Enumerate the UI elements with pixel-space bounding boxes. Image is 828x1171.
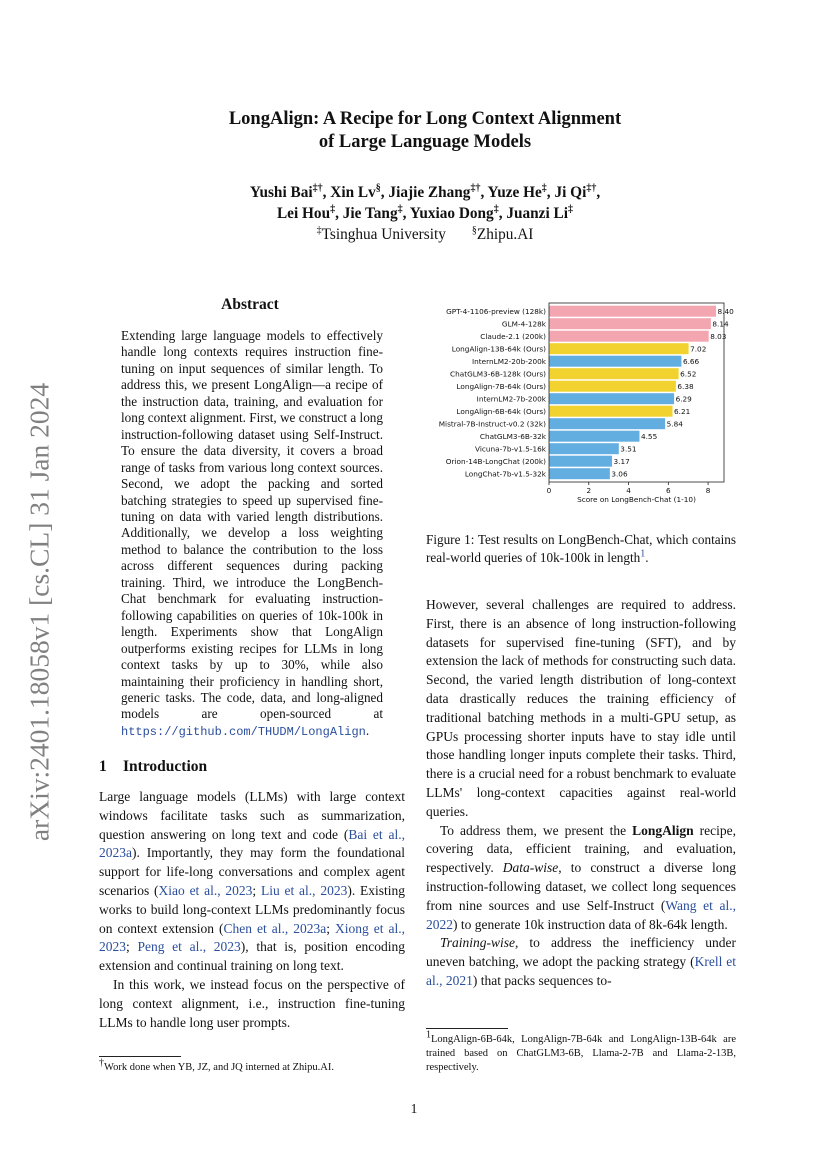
chart-bar — [549, 456, 612, 467]
category-label: LongAlign-7B-64k (Ours) — [456, 382, 546, 392]
author: Yushi Bai — [249, 184, 313, 201]
value-label: 6.21 — [673, 407, 691, 417]
figure-caption: Figure 1: Test results on LongBench-Chat, which contains real-world queries of 10k-100k in length$^1$. — [426, 532, 736, 565]
chart-bar — [549, 343, 689, 354]
value-label: 6.52 — [680, 369, 697, 379]
chart-bar — [549, 368, 679, 379]
intro-paragraph-1: Large language models (LLMs) with large context windows facilitate tasks such as summarization, question answering on long text and code (Bai et al., 2023a). Importantly, they may form the foundational support for life-long conversations and complex agent scenarios (Xiao et al., 2023; Liu et al., 2023). Existing works to build long-context LLMs predominantly focus on context extension (Chen et al., 2023a; Xiong et al., 2023; Peng et al., 2023), that is, position encoding extension and continual training on long text. — [99, 789, 405, 974]
author-block — [150, 182, 700, 245]
author: Yuze He — [487, 184, 542, 201]
value-label: 7.02 — [690, 344, 707, 354]
value-label: 8.14 — [712, 319, 729, 329]
category-label: GLM-4-128k — [501, 319, 546, 329]
category-label: InternLM2-7b-200k — [476, 394, 546, 404]
affiliations: ‡Tsinghua University §Zhipu.AI — [316, 224, 534, 243]
category-label: InternLM2-20b-200k — [472, 357, 546, 367]
chart-bar — [549, 431, 639, 442]
affiliation-zhipu: Zhipu.AI — [476, 226, 534, 243]
category-label: LongChat-7b-v1.5-32k — [464, 469, 546, 479]
value-label: 6.66 — [682, 357, 700, 367]
citation-link[interactable]: Krell et al., 2021 — [426, 954, 736, 988]
category-label: Claude-2.1 (200k) — [480, 332, 546, 342]
abstract-heading: Abstract — [221, 296, 279, 313]
citation-link[interactable]: Peng et al., 2023 — [137, 939, 241, 955]
category-label: LongAlign-13B-64k (Ours) — [451, 344, 546, 354]
right-paragraph-1: However, several challenges are required to address. First, there is an absence of long instruction-following datasets for supervised fine-tuning (SFT), and by extension the lack of methods for constructing such data. Second, the varied length distribution of long-context data drastically reduces the training efficiency of traditional batching methods in a multi-GPU setup, as GPUs processing shorter inputs have to stay idle until those handling longer inputs complete their tasks. Third, there is a crucial need for a robust benchmark to evaluate LLMs' long-context capacities against real-world queries. — [426, 597, 736, 819]
citation-link[interactable]: Liu et al., 2023 — [260, 882, 348, 898]
author: Yuxiao Dong — [409, 205, 494, 222]
author-line-2: Lei Hou‡, Jie Tang‡, Yuxiao Dong‡, Juanzi Li‡ — [276, 203, 574, 222]
abstract-text: Extending large language models to effectively handle long contexts requires instruction fine-tuning on input sequences of similar length. To address this, we present LongAlign—a recipe of the instruction data, training, and evaluation for long context alignment. First, we construct a long instruction-following dataset using Self-Instruct. To ensure the data diversity, it covers a broad range of tasks from various long context sources. Second, we adopt the packing and sorted batching strategies to speed up supervised fine-tuning on data with varied length distributions. Additionally, we develop a loss weighting method to balance the contribution to the loss across different sequences during packing training. Third, we introduce the LongBench-Chat benchmark for evaluating instruction-following capabilities on queries of 10k-100k in length. Experiments show that LongAlign outperforms existing recipes for LLMs in long context tasks by up to 30%, while also maintaining their proficiency in handling short, generic tasks. The code, data, and long-aligned models are open-sourced at https://github.com/THUDM/LongAlign. — [121, 328, 383, 739]
citation-link[interactable]: Xiao et al., 2023 — [158, 882, 253, 898]
x-tick-label: 8 — [705, 486, 711, 495]
value-label: 4.55 — [640, 432, 658, 442]
category-label: GPT-4-1106-preview (128k) — [446, 307, 546, 317]
github-link[interactable]: https://github.com/THUDM/LongAlign — [121, 724, 366, 739]
plot-frame — [549, 303, 724, 482]
category-label: Vicuna-7b-v1.5-16k — [474, 444, 546, 454]
intro-paragraph-2: In this work, we instead focus on the perspective of long context alignment, i.e., instruction fine-tuning LLMs to handle long user prompts. — [99, 976, 405, 1030]
paper-title — [150, 108, 700, 154]
value-label: 6.38 — [677, 382, 694, 392]
left-column-body — [99, 788, 405, 1032]
citation-link[interactable]: Bai et al., 2023a — [99, 826, 405, 861]
author: Ji Qi — [554, 184, 587, 201]
right-paragraph-2: To address them, we present the LongAlign recipe, covering data, efficient training, and evaluation, respectively. Data-wise, to construct a diverse long instruction-following dataset, we collect long sequences from nine sources and use Self-Instruct (Wang et al., 2022) to generate 10k instruction data of 8k-64k length. — [426, 822, 737, 932]
bar-chart-longbench-chat — [426, 296, 736, 528]
x-tick-label: 4 — [626, 486, 631, 495]
category-label: Orion-14B-LongChat (200k) — [445, 457, 546, 467]
value-label: 8.40 — [717, 307, 734, 317]
value-label: 3.06 — [611, 469, 628, 479]
footnote-left: †Work done when YB, JZ, and JQ interned at Zhipu.AI. — [99, 1057, 335, 1073]
author: Lei Hou — [276, 205, 331, 222]
chart-bar — [549, 393, 674, 404]
citation-link[interactable]: Xiong et al., 2023 — [99, 920, 405, 955]
footnote-rule-left — [99, 1056, 181, 1057]
chart-bar — [549, 381, 676, 392]
author: Juanzi Li — [506, 205, 569, 222]
chart-bar — [549, 306, 716, 317]
footnote-right: $^1$LongAlign-6B-64k, LongAlign-7B-64k and LongAlign-13B-64k are trained based on ChatGLM3-6B, Llama-2-7B and Llama-2-13B, respectively. — [426, 1029, 736, 1073]
title-line-1: LongAlign: A Recipe for Long Context Alignment — [228, 109, 622, 129]
title-line-2: of Large Language Models — [318, 132, 532, 152]
value-label: 6.29 — [675, 394, 692, 404]
value-label: 5.84 — [666, 419, 683, 429]
chart-bar — [549, 356, 681, 367]
category-label: Mistral-7B-Instruct-v0.2 (32k) — [438, 419, 546, 429]
affiliation-tsinghua: Tsinghua University — [321, 226, 446, 243]
chart-bar — [549, 468, 610, 479]
x-tick-label: 2 — [586, 486, 592, 495]
chart-bar — [549, 406, 672, 417]
author: Jiajie Zhang — [388, 184, 471, 201]
section-heading-introduction: 1 Introduction — [99, 758, 208, 775]
category-label: ChatGLM3-6B-32k — [479, 432, 546, 442]
category-label: LongAlign-6B-64k (Ours) — [456, 407, 546, 417]
x-tick-label: 0 — [546, 486, 552, 495]
author-line-1: Yushi Bai‡†, Xin Lv§, Jiajie Zhang‡†, Yuze He‡, Ji Qi‡†, — [249, 182, 601, 201]
author: Xin Lv — [330, 184, 376, 201]
category-label: ChatGLM3-6B-128k (Ours) — [450, 369, 546, 379]
value-label: 3.51 — [620, 444, 637, 454]
chart-bar — [549, 331, 709, 342]
arxiv-identifier: arXiv:2401.18058v1 [cs.CL] 31 Jan 2024 — [23, 382, 55, 842]
citation-link[interactable]: Chen et al., 2023a — [223, 920, 327, 936]
author: Jie Tang — [342, 205, 398, 222]
right-paragraph-3: Training-wise, to address the inefficiency under uneven batching, we adopt the packing strategy (Krell et al., 2021) that packs sequences to- — [426, 935, 736, 988]
chart-bar — [549, 443, 619, 454]
citation-link[interactable]: Wang et al., 2022 — [426, 897, 737, 932]
page-number: 1 — [410, 1101, 418, 1116]
footnote-rule-right — [426, 1028, 508, 1029]
chart-bar — [549, 318, 711, 329]
value-label: 8.03 — [710, 332, 727, 342]
chart-bar — [549, 418, 665, 429]
x-tick-label: 6 — [665, 486, 671, 495]
x-axis-label: Score on LongBench-Chat (1-10) — [577, 495, 696, 504]
right-column-body — [426, 596, 736, 991]
value-label: 3.17 — [613, 457, 630, 467]
